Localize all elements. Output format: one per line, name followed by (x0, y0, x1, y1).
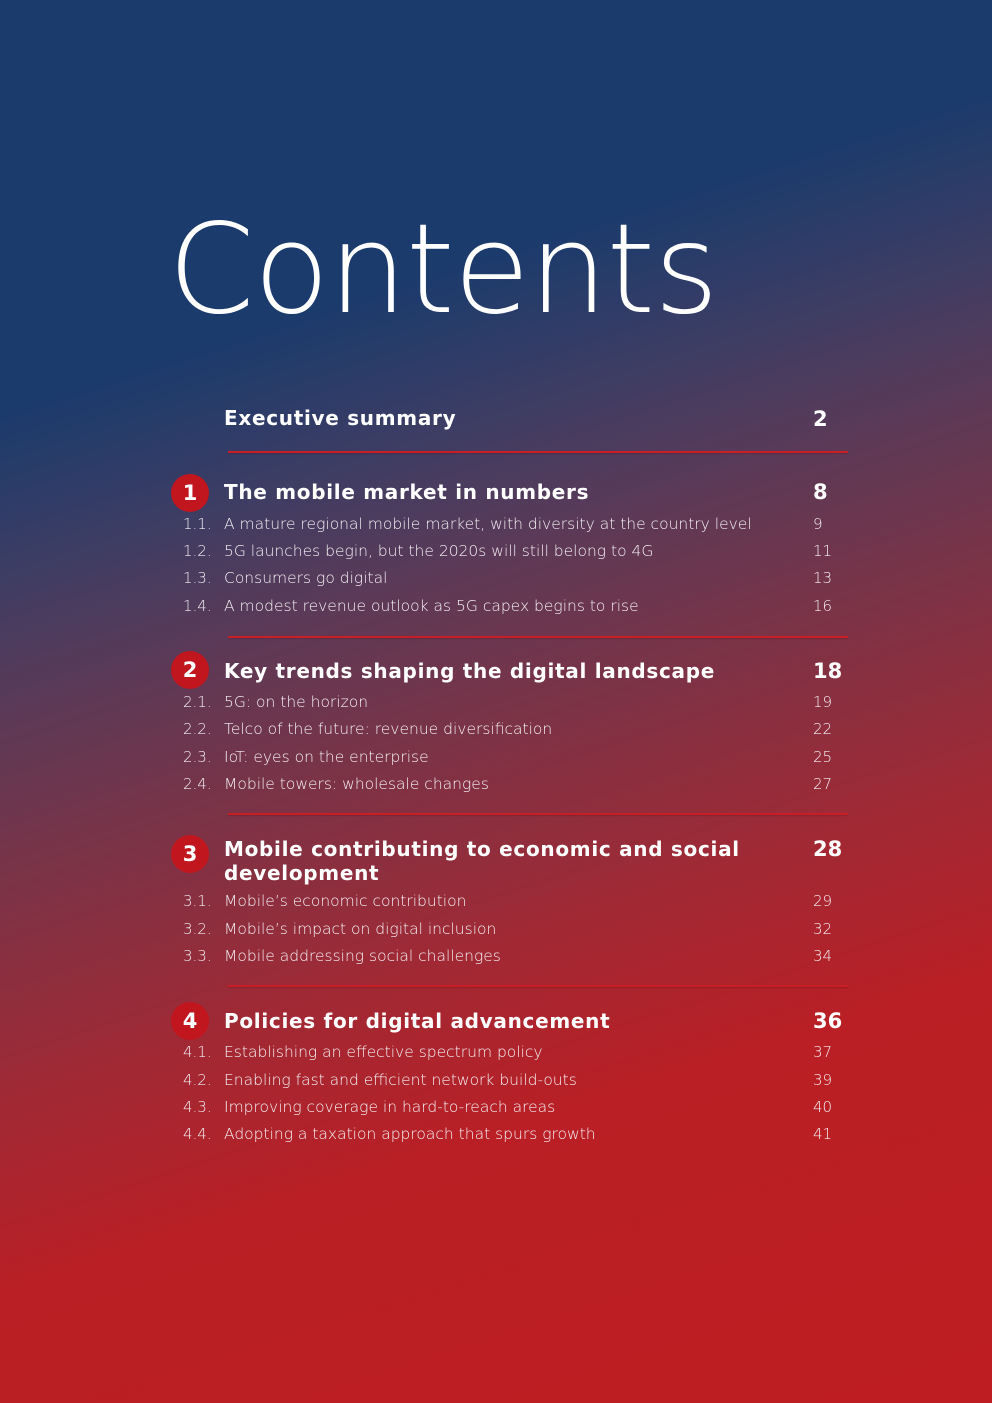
section-title: The mobile market in numbers (224, 480, 590, 504)
item-number: 2.1. (183, 693, 212, 711)
item-number: 2.4. (183, 775, 212, 793)
item-page: 16 (813, 597, 833, 615)
item-number: 4.1. (183, 1043, 212, 1061)
divider (228, 985, 848, 987)
item-title: Mobile towers: wholesale changes (224, 775, 489, 793)
item-title: Adopting a taxation approach that spurs growth (224, 1125, 596, 1143)
item-title: Mobile’s economic contribution (224, 892, 467, 910)
item-number: 1.2. (183, 542, 212, 560)
section-page: 28 (813, 837, 843, 861)
item-number: 1.3. (183, 569, 212, 587)
item-page: 37 (813, 1043, 833, 1061)
item-page: 40 (813, 1098, 833, 1116)
item-number: 3.1. (183, 892, 212, 910)
section-page: 8 (813, 480, 828, 504)
item-title: A modest revenue outlook as 5G capex begins to rise (224, 597, 639, 615)
item-title: Establishing an effective spectrum policy (224, 1043, 543, 1061)
item-page: 13 (813, 569, 833, 587)
item-number: 3.3. (183, 947, 212, 965)
item-page: 22 (813, 720, 833, 738)
section-page: 36 (813, 1009, 843, 1033)
item-page: 29 (813, 892, 833, 910)
toc-entry-page: 2 (813, 407, 828, 431)
section-number-badge: 2 (171, 651, 209, 689)
item-title: Mobile addressing social challenges (224, 947, 501, 965)
item-page: 32 (813, 920, 833, 938)
section-number-badge: 3 (171, 835, 209, 873)
item-title: Telco of the future: revenue diversification (224, 720, 553, 738)
item-page: 39 (813, 1071, 833, 1089)
section-number-badge: 1 (171, 474, 209, 512)
item-number: 4.2. (183, 1071, 212, 1089)
item-number: 1.1. (183, 515, 212, 533)
item-title: A mature regional mobile market, with diversity at the country level (224, 515, 752, 533)
page-title: Contents (168, 198, 718, 342)
item-title: Mobile’s impact on digital inclusion (224, 920, 497, 938)
section-title: Mobile contributing to economic and social development (224, 837, 740, 885)
item-page: 27 (813, 775, 833, 793)
section-title: Key trends shaping the digital landscape (224, 659, 716, 683)
item-page: 41 (813, 1125, 833, 1143)
section-number-badge: 4 (171, 1002, 209, 1040)
item-number: 2.2. (183, 720, 212, 738)
item-title: IoT: eyes on the enterprise (224, 748, 429, 766)
divider (228, 451, 848, 453)
divider (228, 813, 848, 815)
toc-entry-title: Executive summary (224, 406, 457, 430)
divider (228, 636, 848, 638)
item-number: 2.3. (183, 748, 212, 766)
item-title: Improving coverage in hard-to-reach areas (224, 1098, 556, 1116)
item-title: Enabling fast and efficient network build-outs (224, 1071, 577, 1089)
item-page: 34 (813, 947, 833, 965)
item-number: 1.4. (183, 597, 212, 615)
item-title: Consumers go digital (224, 569, 388, 587)
item-number: 4.3. (183, 1098, 212, 1116)
item-page: 25 (813, 748, 833, 766)
item-page: 9 (813, 515, 823, 533)
item-page: 11 (813, 542, 833, 560)
section-page: 18 (813, 659, 843, 683)
section-title: Policies for digital advancement (224, 1009, 611, 1033)
item-number: 3.2. (183, 920, 212, 938)
item-title: 5G launches begin, but the 2020s will still belong to 4G (224, 542, 654, 560)
item-number: 4.4. (183, 1125, 212, 1143)
item-title: 5G: on the horizon (224, 693, 369, 711)
item-page: 19 (813, 693, 833, 711)
